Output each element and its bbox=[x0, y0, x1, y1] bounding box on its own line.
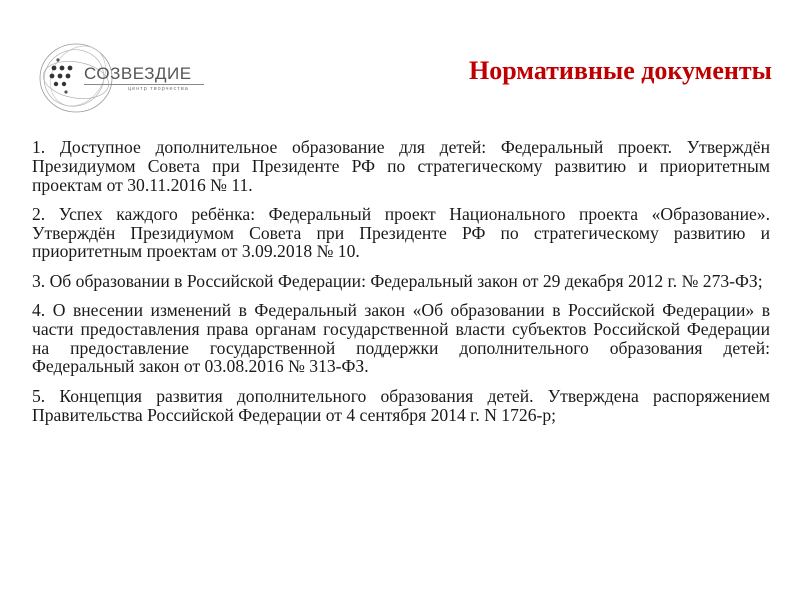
logo-tagline: центр творчества bbox=[128, 86, 189, 92]
document-item: 2. Успех каждого ребёнка: Федеральный проект Национального проекта «Образование». Утверждён Президиумом Совета при Президенте РФ по стратегическому развитию и приоритетным проектам от 3.09.2018 № 10. bbox=[32, 203, 770, 262]
sozvezdie-logo bbox=[36, 38, 221, 118]
documents-list bbox=[32, 138, 770, 435]
document-item: 4. О внесении изменений в Федеральный закон «Об образовании в Российской Федерации» в части предоставления права органам государственной власти субъектов Российской Федерации на предоставление государственной поддержки дополнительного образования детей: Федеральный закон от 03.08.2016 № 313-ФЗ. bbox=[32, 300, 770, 377]
page-title: Нормативные документы bbox=[469, 56, 772, 85]
document-item: 1. Доступное дополнительное образование для детей: Федеральный проект. Утверждён Президиумом Совета при Президенте РФ по стратегическому развитию и приоритетным проектам от 30.11.2016 № 11. bbox=[32, 137, 770, 195]
document-item: 5. Концепция развития дополнительного образования детей. Утверждена распоряжением Правительства Российской Федерации от 4 сентября 2014 г. N 1726-р; bbox=[32, 385, 770, 425]
logo-name: СОЗВЕЗДИЕ bbox=[84, 64, 192, 83]
logo-divider bbox=[84, 84, 204, 85]
document-item: 3. Об образовании в Российской Федерации: Федеральный закон от 29 декабря 2012 г. № 273-ФЗ; bbox=[32, 270, 763, 291]
